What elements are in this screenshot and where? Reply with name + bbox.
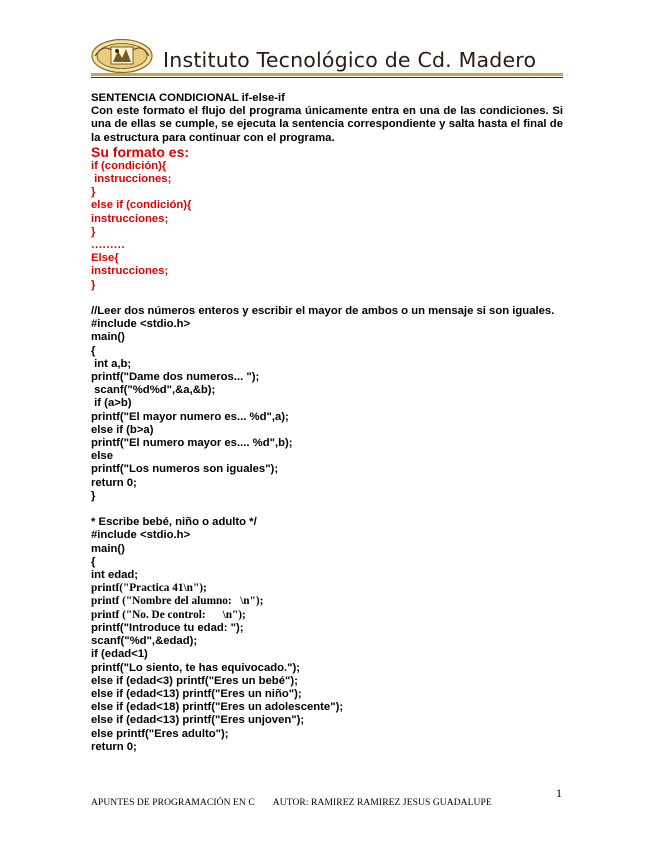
document-body [91,92,563,754]
code-line: printf("Dame dos numeros... "); [91,371,260,384]
code-line: printf ("No. De control: \n"); [91,608,246,621]
code-line: #include <stdio.h> [91,529,191,542]
format-line: if (condición){ [91,159,167,172]
format-line: instrucciones; [91,173,172,186]
format-line: instrucciones; [91,212,169,225]
code-line: { [91,555,96,568]
format-block [91,160,563,292]
code-line: else if (edad<3) printf("Eres un bebé"); [91,674,298,687]
code-line: printf("Practica 41\n"); [91,582,207,595]
code-line: main() [91,542,125,555]
code-line: else printf("Eres adulto"); [91,727,229,740]
code-line: if (edad<1) [91,648,148,661]
format-line: Else{ [91,252,119,265]
code-line: else if (b>a) [91,423,154,436]
code-line: printf("El mayor numero es... %d",a); [91,410,289,423]
section-description: Con este formato el flujo del programa únicamente entra en una de las condiciones. Si una de ellas se cumple, se ejecuta la sentencia correspondiente y salta hasta el final de la estructura para continuar con el programa. [91,105,563,144]
header-rule-thin [91,77,563,78]
code-line: { [91,344,96,357]
code-line: main() [91,331,125,344]
code-line: printf("Los numeros son iguales"); [91,463,279,476]
itcm-logo [91,38,153,74]
code-line: if (a>b) [91,397,132,410]
code-line: * Escribe bebé, niño o adulto */ [91,516,257,529]
format-line: } [91,186,96,199]
section-heading: SENTENCIA CONDICIONAL if-else-if [91,92,285,104]
code-line: int edad; [91,569,139,582]
code-line: scanf("%d%d",&a,&b); [91,384,216,397]
code-line: return 0; [91,740,137,753]
code-line: #include <stdio.h> [91,318,191,331]
format-line: else if (condición){ [91,199,192,212]
code-line: //Leer dos números enteros y escribir el mayor de ambos o un mensaje si son iguales. [91,305,555,318]
code-line: printf ("Nombre del alumno: \n"); [91,595,264,608]
format-line: ……… [91,239,125,252]
code-line: scanf("%d",&edad); [91,635,198,648]
footer-author: AUTOR: RAMIREZ RAMIREZ JESUS GUADALUPE [272,798,492,808]
code-line: printf("El numero mayor es.... %d",b); [91,437,293,450]
page-number: 1 [556,786,562,800]
code-example-2 [91,516,563,754]
code-line: printf("Lo siento, te has equivocado."); [91,661,301,674]
code-line: else if (edad<18) printf("Eres un adolescente"); [91,701,344,714]
format-line: } [91,278,96,291]
code-line: } [91,489,96,502]
spacer [91,292,563,305]
code-example-1 [91,305,563,503]
institute-title: Instituto Tecnológico de Cd. Madero [163,48,537,72]
format-line: instrucciones; [91,265,169,278]
code-line: int a,b; [91,357,132,370]
code-line: return 0; [91,476,137,489]
spacer [91,503,563,516]
code-line: else if (edad<13) printf("Eres unjoven"); [91,714,305,727]
code-line: printf("Introduce tu edad: "); [91,621,244,634]
code-line: else [91,450,113,463]
format-line: } [91,225,96,238]
header-rule [91,73,563,76]
footer-course: APUNTES DE PROGRAMACIÓN EN C [91,798,255,808]
format-title: Su formato es: [91,143,190,160]
page-footer [91,798,492,808]
code-line: else if (edad<13) printf("Eres un niño"); [91,687,302,700]
